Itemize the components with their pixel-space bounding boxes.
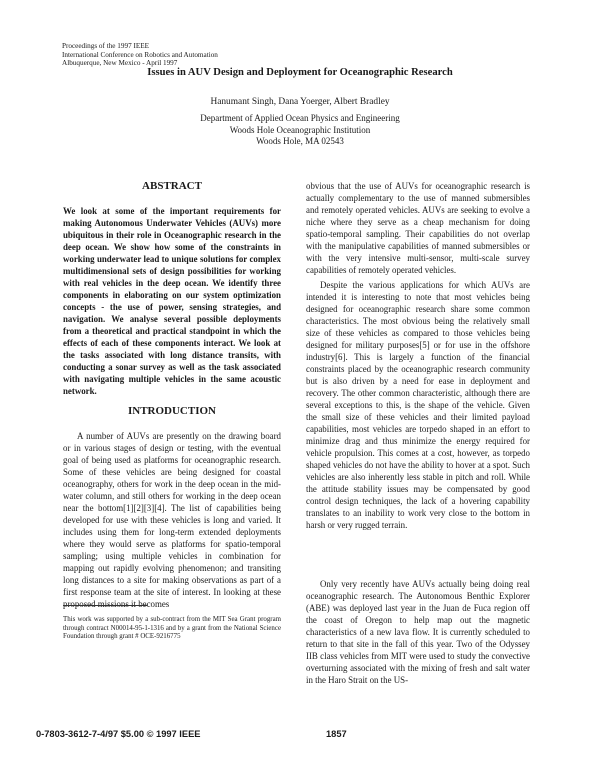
abstract-text: We look at some of the important requirements for making Autonomous Underwater Vehicles (AUVs) more ubiquitous in their role in Oceanographic research in the deep ocean. We show how some of the constraints in working underwater lead to unique solutions for complex multidimensional sets of design possibilities for working with real vehicles in the deep ocean. We identify three components in elaborating on our system optimization concepts - the use of power, sensing strategies, and navigation. We analyse several possible deployments from a theoretical and practical standpoint in which the effects of each of these components interact. We look at the tasks associated with long distance transits, with conducting a sonar survey as well as the task associated with navigating multiple vehicles in the same acoustic network.: [63, 206, 281, 396]
footer-isbn: 0-7803-3612-7-4/97 $5.00 © 1997 IEEE: [36, 729, 201, 739]
footnote-rule: [63, 605, 147, 606]
proceedings-line: Proceedings of the 1997 IEEE: [62, 42, 150, 50]
proceedings-header: [62, 42, 292, 68]
body-paragraph: Despite the various applications for which AUVs are intended it is interesting to note that most vehicles being designed for oceanographic research share some common characteristics. The most obvious being the relatively small size of these vehicles as compared to those vehicles being designed for military purposes[5] or for use in the offshore industry[6]. This is largely a function of the financial constraints placed by the oceanographic research community but is also driven by a need for ease in deployment and recovery. The other common characteristic, although there are several exceptions to this, is the shape of the vehicle. Given the small size of these vehicles and their limited payload capabilities, most vehicles are torpedo shaped in an effort to minimize drag and thus minimize the energy required for vehicle propulsion. This comes at a cost, however, as torpedo shaped vehicles do not have the ability to hover at a spot. Such vehicles are also inherently less stable in pitch and roll. While the attitude stability issues may be compensated by good control design techniques, the lack of a hovering capability translates to an inability to work very close to the bottom in harsh or very rugged terrain.: [306, 280, 530, 530]
affiliation: [0, 113, 600, 148]
abstract-heading: ABSTRACT: [142, 180, 202, 192]
footnote: This work was supported by a sub-contract from the MIT Sea Grant program through contract N00014-95-1-1316 and by a grant from the National Science Foundation through grant # OCE-9216775: [63, 615, 281, 641]
paper-title: Issues in AUV Design and Deployment for Oceanographic Research: [147, 67, 453, 78]
page-number: 1857: [326, 729, 347, 739]
affiliation-location: Woods Hole, MA 02543: [256, 136, 344, 147]
affiliation-institution: Woods Hole Oceanographic Institution: [229, 124, 371, 135]
affiliation-department: Department of Applied Ocean Physics and Engineering: [200, 113, 400, 123]
proceedings-line: Albuquerque, New Mexico - April 1997: [62, 59, 178, 68]
body-paragraph: Only very recently have AUVs actually being doing real oceanographic research. The Autonomous Benthic Explorer (ABE) was deployed last year in the Juan de Fuca region off the coast of Oregon to help map out the magnetic characteristics of a new lava flow. It is currently scheduled to return to that site in the fall of this year. Two of the Odyssey IIB class vehicles from MIT were used to study the convective overturning associated with the mixing of fresh and salt water in the Haro Strait on the US-: [306, 579, 530, 685]
introduction-text: A number of AUVs are presently on the drawing board or in various stages of design or testing, with the eventual goal of being used as platforms for oceanographic research. Some of these vehicles are being designed for coastal oceanography, others for work in the deep ocean in the mid-water column, and still others for working in the deep ocean near the bottom[1][2][3][4]. The list of capabilities being developed for use with these vehicles is long and varied. It includes using them for long-term extended deployments where they would serve as platforms for spatio-temporal sampling; using multiple vehicles in combination for mapping out rapidly evolving phenomenon; and transiting long distances to a site for making observations as part of a first response team at the site of interest. In looking at these proposed missions it becomes: [63, 431, 281, 609]
proceedings-line: International Conference on Robotics and Automation: [62, 50, 218, 59]
introduction-heading: INTRODUCTION: [127, 405, 216, 417]
author-list: Hanumant Singh, Dana Yoerger, Albert Bradley: [210, 97, 390, 107]
body-paragraph: obvious that the use of AUVs for oceanographic research is actually complementary to the use of manned submersibles and remotely operated vehicles. AUVs are seeking to evolve a niche where they serve as a cheap mechanism for doing spatio-temporal sampling. Their capabilities do not overlap with the manipulative capabilities of manned submersibles or with the very intensive multi-sensor, multi-scale survey capabilities of remotely operated vehicles.: [306, 181, 530, 275]
